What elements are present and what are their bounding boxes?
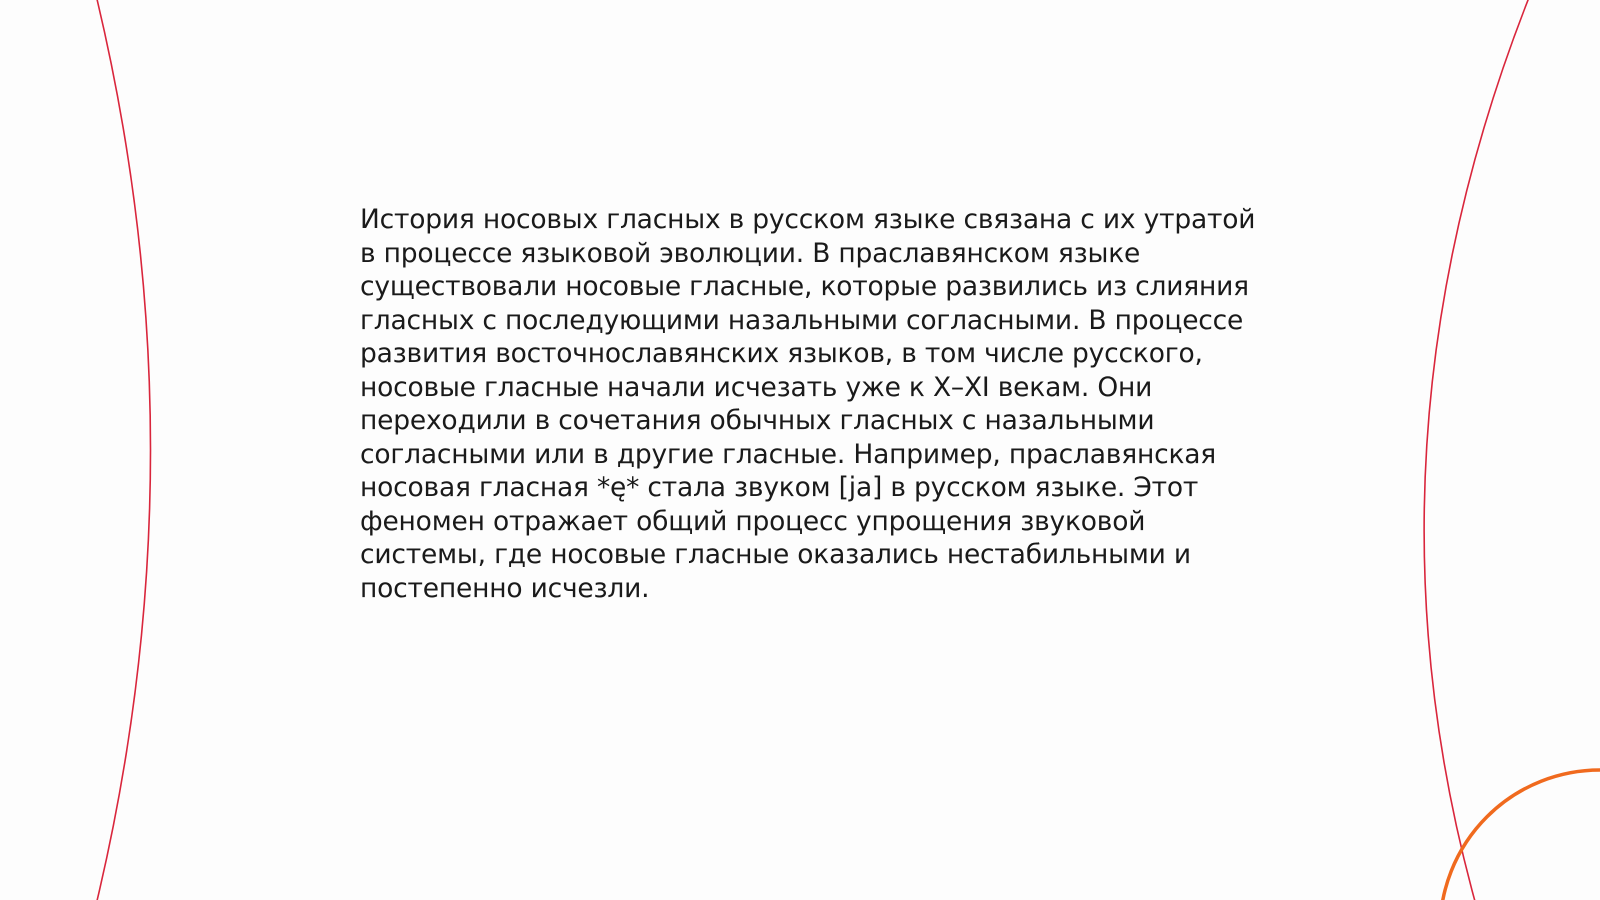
left-curve-line bbox=[96, 0, 151, 900]
orange-circle-arc bbox=[1440, 770, 1600, 900]
body-paragraph: История носовых гласных в русском языке связана с их утратой в процессе языковой эволюции. В праславянском языке существовали носовые гласные, которые развились из слияния гласных с последующими назальными согласными. В процессе развития восточнославянских языков, в том числе русского, носовые гласные начали исчезать уже к X–XI векам. Они переходили в сочетания обычных гласных с назальными согласными или в другие гласные. Например, праславянская носовая гласная *ę* стала звуком [ja] в русском языке. Этот феномен отражает общий процесс упрощения звуковой системы, где носовые гласные оказались нестабильными и постепенно исчезли. bbox=[360, 204, 1256, 604]
right-curve-line bbox=[1424, 0, 1530, 900]
